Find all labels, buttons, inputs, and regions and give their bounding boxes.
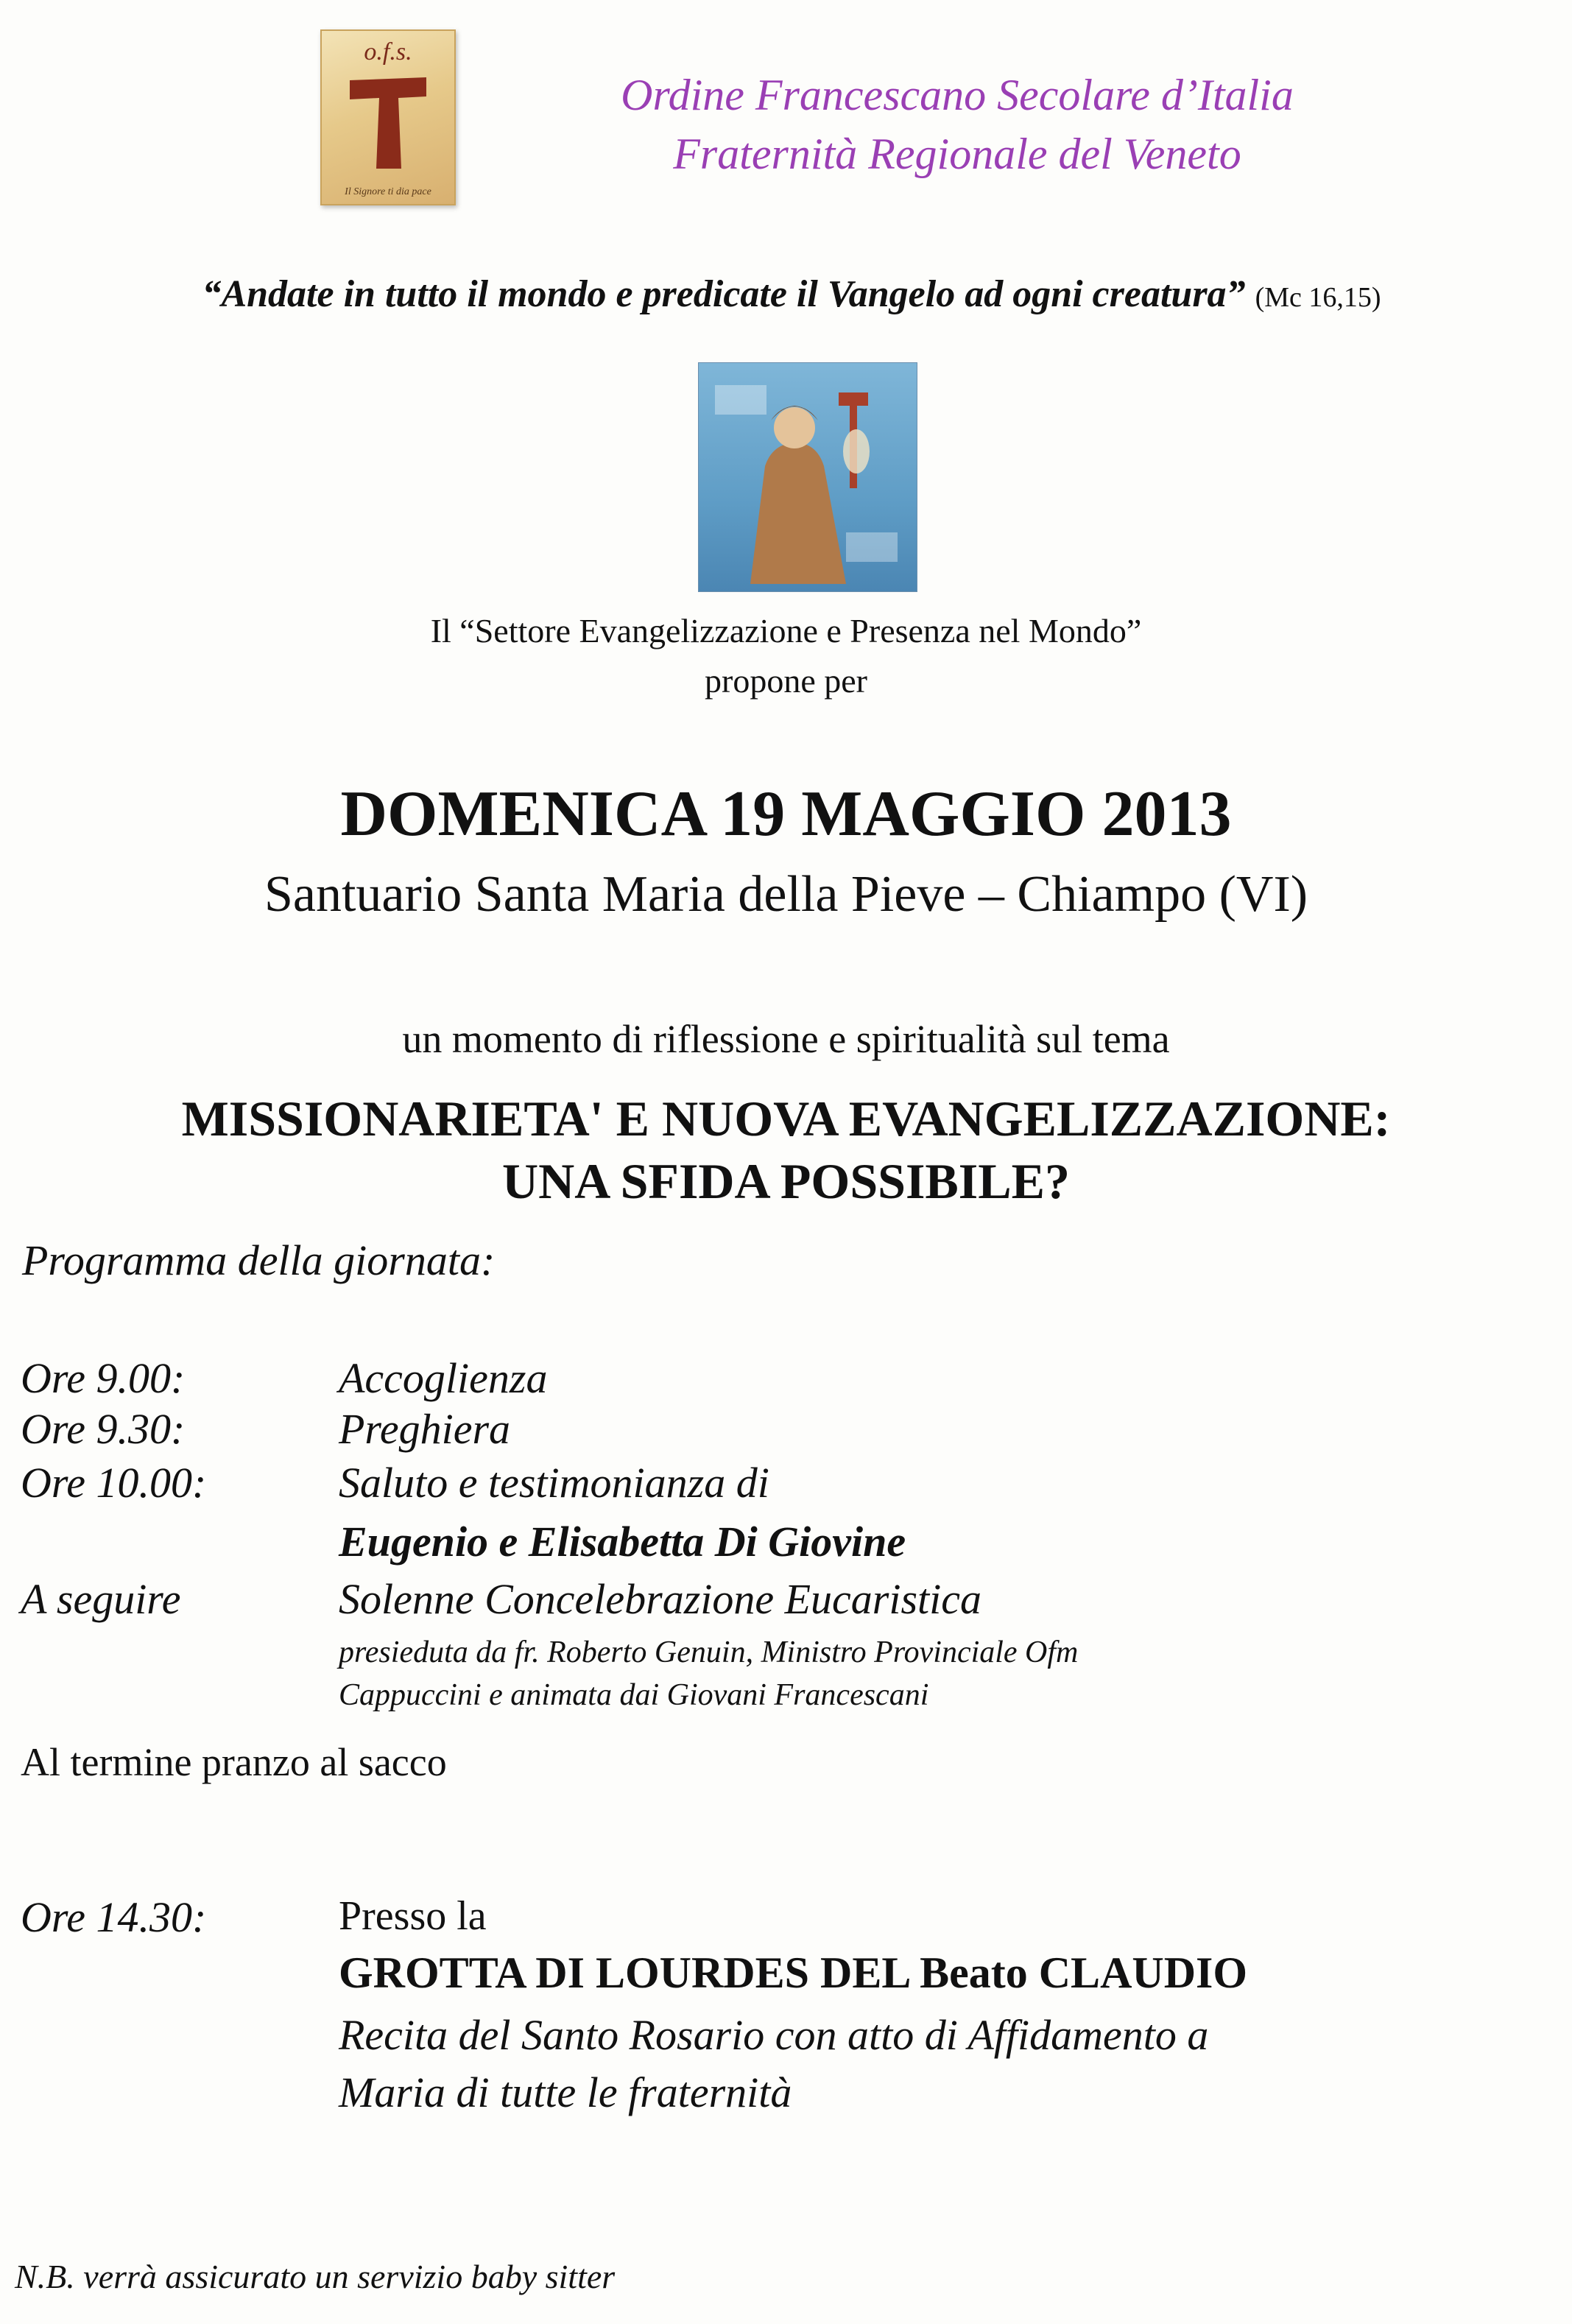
quote-reference: (Mc 16,15): [1255, 282, 1381, 313]
tau-cross-icon: [344, 71, 432, 175]
event-date: DOMENICA 19 MAGGIO 2013: [340, 778, 1232, 850]
celebration-note: presieduta da fr. Roberto Genuin, Ministro Provinciale Ofm: [339, 1635, 1079, 1669]
program-activity: Saluto e testimonianza di: [339, 1459, 769, 1507]
program-time: A seguire: [21, 1575, 181, 1623]
theme-title-line2: UNA SFIDA POSSIBILE?: [502, 1153, 1070, 1209]
logo-text: o.f.s.: [364, 38, 412, 66]
propone-text: propone per: [705, 662, 867, 700]
program-time: Ore 9.00:: [21, 1354, 186, 1402]
theme-title-line1: MISSIONARIETA' E NUOVA EVANGELIZZAZIONE:: [181, 1091, 1391, 1147]
gospel-quote: [29, 272, 1554, 316]
event-description: un momento di riflessione e spiritualità sul tema: [402, 1017, 1170, 1061]
st-francis-image: [698, 362, 917, 592]
testimony-speakers: Eugenio e Elisabetta Di Giovine: [339, 1518, 906, 1566]
program-time: Ore 14.30:: [21, 1893, 207, 1941]
lunch-note: Al termine pranzo al sacco: [21, 1740, 447, 1784]
footer-note: N.B. verrà assicurato un servizio baby sitter: [15, 2258, 616, 2295]
program-activity: Accoglienza: [339, 1354, 548, 1402]
rosary-description: Maria di tutte le fraternità: [339, 2068, 792, 2116]
settore-heading: Il “Settore Evangelizzazione e Presenza nel Mondo”: [430, 612, 1142, 649]
program-activity: Preghiera: [339, 1405, 511, 1453]
program-activity: Solenne Concelebrazione Eucaristica: [339, 1575, 982, 1623]
regional-fraternity: Fraternità Regionale del Veneto: [673, 130, 1241, 178]
event-place: Santuario Santa Maria della Pieve – Chiampo (VI): [264, 866, 1308, 923]
celebration-note: Cappuccini e animata dai Giovani Francescani: [339, 1678, 929, 1712]
rosary-description: Recita del Santo Rosario con atto di Affidamento a: [339, 2011, 1209, 2059]
program-time: Ore 10.00:: [21, 1459, 207, 1507]
organization-name: Ordine Francescano Secolare d’Italia: [621, 71, 1294, 119]
afternoon-location: GROTTA DI LOURDES DEL Beato CLAUDIO: [339, 1948, 1248, 1997]
program-time: Ore 9.30:: [21, 1405, 186, 1453]
afternoon-presso: Presso la: [339, 1893, 487, 1939]
st-francis-figure-icon: [699, 363, 917, 591]
logo-motto: Il Signore ti dia pace: [345, 186, 431, 197]
quote-text: “Andate in tutto il mondo e predicate il Vangelo ad ogni creatura”: [202, 273, 1246, 315]
program-title: Programma della giornata:: [22, 1236, 496, 1284]
ofs-logo: [320, 29, 456, 205]
